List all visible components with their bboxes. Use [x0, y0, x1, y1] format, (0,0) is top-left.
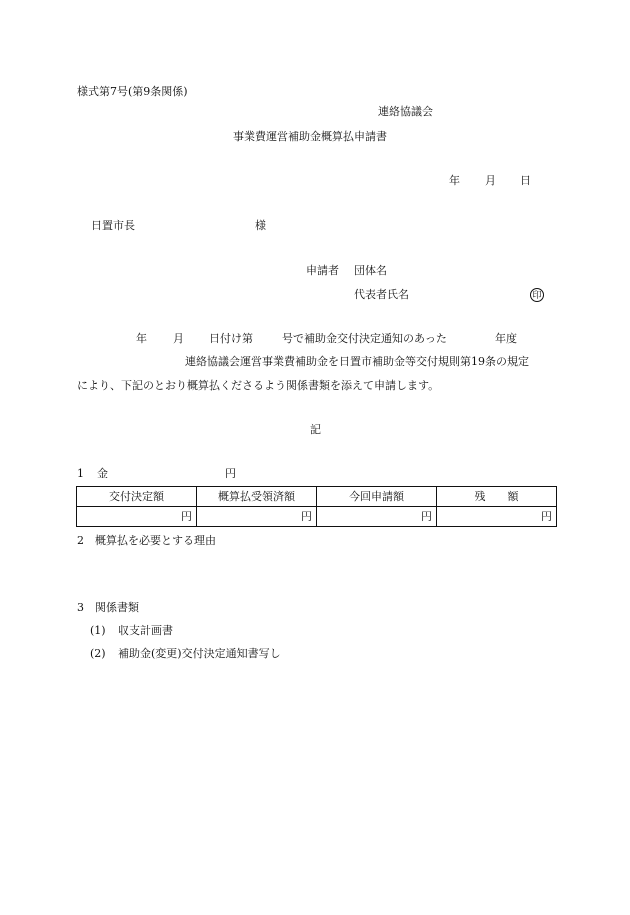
document-item-text: 補助金(変更)交付決定通知書写し — [118, 647, 281, 660]
council-name: 連絡協議会 — [378, 105, 433, 118]
body-year: 年 — [136, 332, 147, 345]
body-notice-text: 号で補助金交付決定通知のあった — [282, 332, 447, 345]
organization-name-label: 団体名 — [354, 264, 387, 277]
body-line-3: により、下記のとおり概算払くださるよう関係書類を添えて申請します。 — [77, 379, 440, 392]
document-item-text: 収支計画書 — [118, 624, 173, 637]
seal-mark: 印 — [530, 288, 544, 302]
header-received-amount: 概算払受領済額 — [197, 487, 317, 507]
table-header-row — [77, 487, 557, 507]
addressee-name: 日置市長 — [91, 219, 135, 232]
cell-requested-amount: 円 — [317, 507, 437, 527]
ki-heading: 記 — [310, 423, 321, 436]
section-2-number: 2 — [77, 534, 84, 547]
section-2-label: 概算払を必要とする理由 — [95, 534, 216, 547]
cell-decided-amount: 円 — [77, 507, 197, 527]
form-number: 様式第7号(第9条関係) — [77, 85, 188, 98]
document-item-number: (2) — [90, 647, 106, 660]
section-1-unit: 円 — [225, 467, 236, 480]
addressee-honorific: 様 — [255, 219, 266, 232]
amount-table — [76, 486, 557, 527]
section-3-label: 関係書類 — [95, 601, 139, 614]
header-decided-amount: 交付決定額 — [77, 487, 197, 507]
document-item-number: (1) — [90, 624, 106, 637]
date-year: 年 — [449, 174, 460, 187]
body-fiscal-year: 年度 — [495, 332, 517, 345]
date-day: 日 — [520, 174, 531, 187]
representative-name-label: 代表者氏名 — [354, 288, 409, 301]
body-line-2: 連絡協議会運営事業費補助金を日置市補助金等交付規則第19条の規定 — [185, 355, 529, 368]
body-month: 月 — [173, 332, 184, 345]
body-day-number: 日付け第 — [209, 332, 253, 345]
header-remaining-amount: 残 額 — [437, 487, 557, 507]
applicant-label: 申請者 — [306, 264, 339, 277]
table-row — [77, 507, 557, 527]
document-title: 事業費運営補助金概算払申請書 — [233, 130, 387, 143]
cell-remaining-amount: 円 — [437, 507, 557, 527]
section-3-number: 3 — [77, 601, 84, 614]
cell-received-amount: 円 — [197, 507, 317, 527]
section-1-label: 金 — [97, 467, 108, 480]
header-requested-amount: 今回申請額 — [317, 487, 437, 507]
section-1-number: 1 — [77, 467, 84, 480]
date-month: 月 — [485, 174, 496, 187]
